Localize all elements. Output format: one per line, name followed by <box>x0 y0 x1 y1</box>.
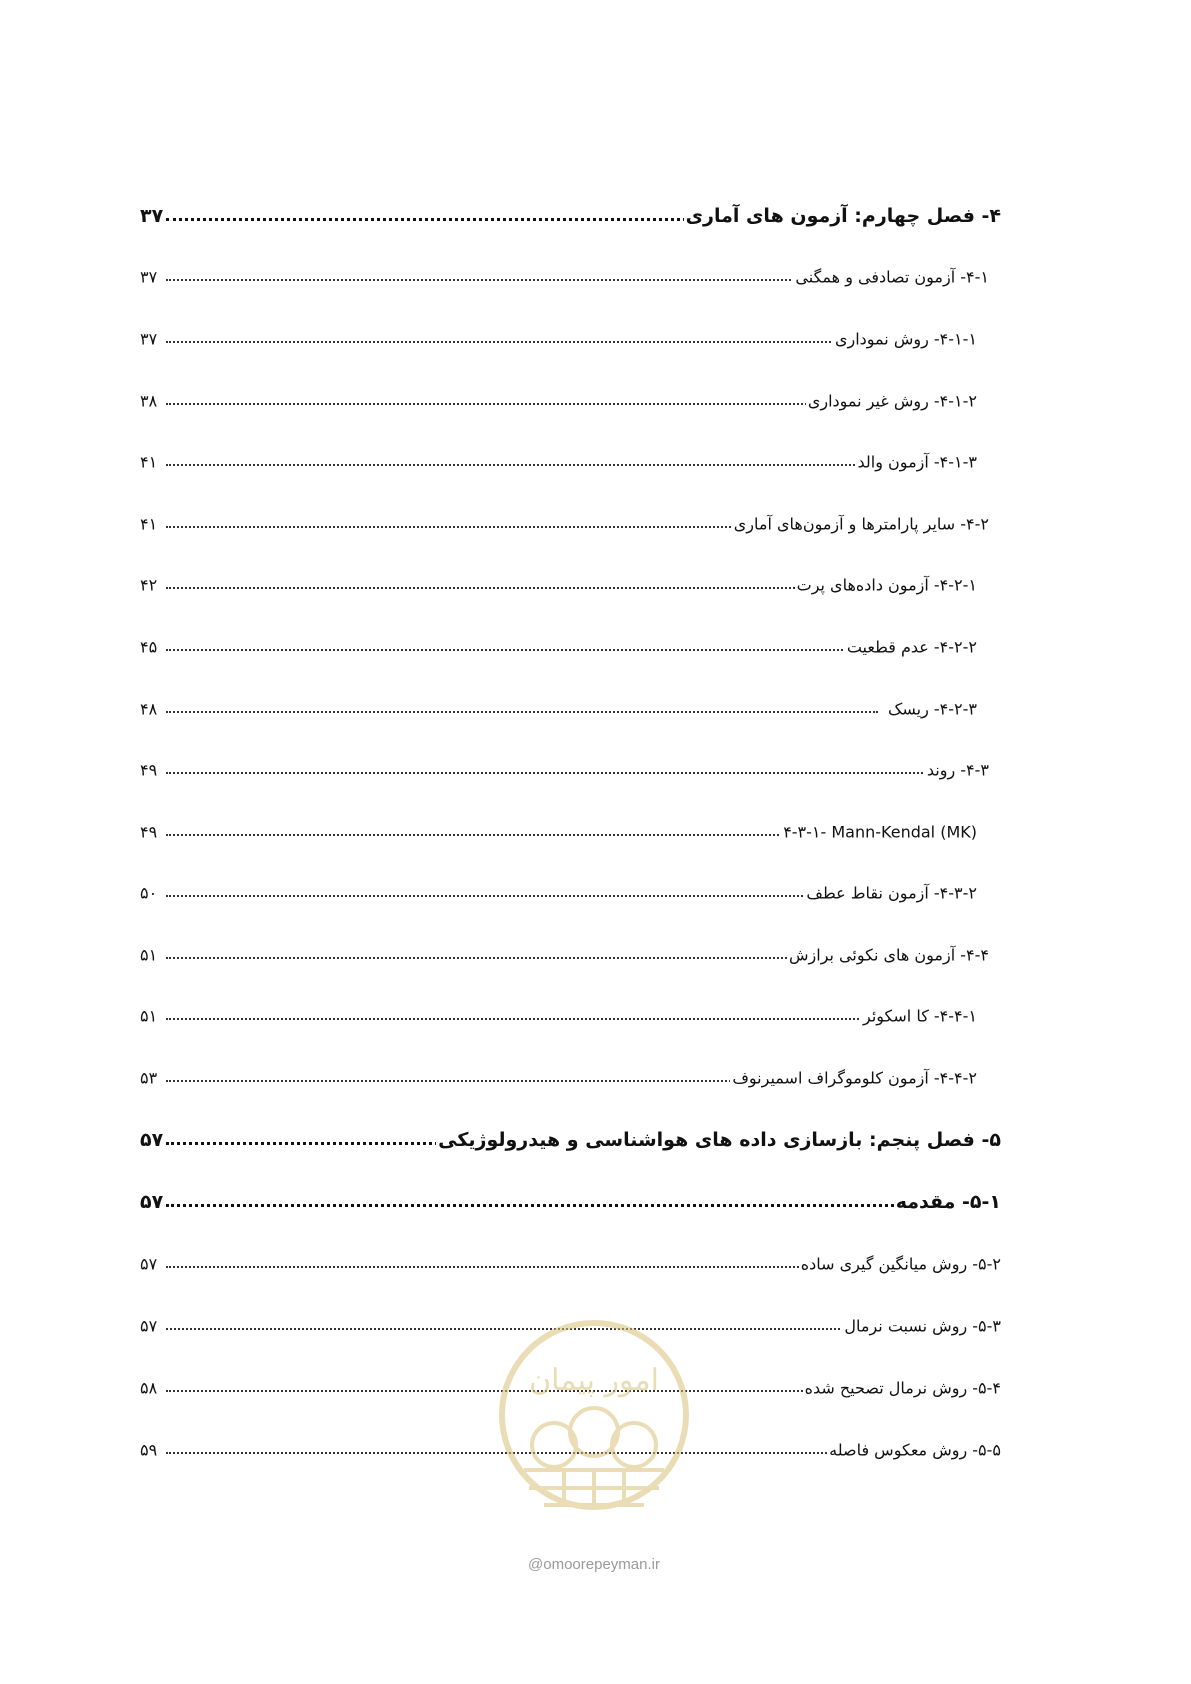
dot-leader <box>166 1204 966 1207</box>
dot-leader <box>166 834 878 836</box>
toc-entry[interactable] <box>0 257 1191 297</box>
dot-leader <box>166 772 966 774</box>
toc-entry-title: ۴-۳-۱- Mann-Kendal (MK) <box>783 822 977 842</box>
watermark-logo-icon <box>484 1320 704 1550</box>
toc-entry-title: ۴-۲-۱- آزمون داده‌های پرت <box>796 575 977 595</box>
dot-leader <box>166 957 866 959</box>
toc-entry[interactable] <box>0 1120 1191 1160</box>
toc-entry-title: ۴-۴- آزمون های نکوئی برازش <box>788 945 989 965</box>
watermark-text: @omoorepeyman.ir <box>528 1556 660 1573</box>
toc-entry[interactable] <box>0 689 1191 729</box>
toc-entry-page: ۴۸ <box>140 699 158 719</box>
toc-entry-page: ۳۷ <box>140 267 158 287</box>
toc-entry-title: ۴-۲-۲- عدم قطعیت <box>846 637 977 657</box>
toc-entry-title: ۴-۴-۲- آزمون کلوموگراف اسمیرنوف <box>732 1068 977 1088</box>
dot-leader <box>166 526 766 528</box>
toc-entry[interactable] <box>0 996 1191 1036</box>
toc-entry[interactable] <box>0 442 1191 482</box>
toc-entry-title: ۴-۱-۳- آزمون والد <box>857 452 977 472</box>
dot-leader <box>166 895 878 897</box>
toc-entry-page: ۴۱ <box>140 514 158 534</box>
toc-entry-title: ۴-۱-۲- روش غیر نموداری <box>807 391 977 411</box>
toc-entry[interactable] <box>0 319 1191 359</box>
toc-entry-title: ۵-۴- روش نرمال تصحیح شده <box>804 1378 1001 1398</box>
toc-entry-title: ۵- فصل پنجم: بازسازی داده های هواشناسی و هیدرولوژیکی <box>438 1129 1001 1151</box>
watermark <box>484 1320 704 1573</box>
toc-entry[interactable] <box>0 381 1191 421</box>
toc-entry-title: ۵-۲- روش میانگین گیری ساده <box>800 1254 1001 1274</box>
toc-entry[interactable] <box>0 627 1191 667</box>
toc-entry-title: ۴-۴-۱- کا اسکوئر <box>863 1006 977 1026</box>
toc-entry[interactable] <box>0 812 1191 852</box>
toc-entry-page: ۵۱ <box>140 1006 158 1026</box>
dot-leader <box>166 279 826 281</box>
toc-entry[interactable] <box>0 196 1191 236</box>
toc-entry-title: ۴-۱-۱- روش نموداری <box>834 329 977 349</box>
toc-entry[interactable] <box>0 750 1191 790</box>
toc-entry-page: ۵۹ <box>140 1440 158 1460</box>
dot-leader <box>166 649 878 651</box>
dot-leader <box>166 218 746 221</box>
toc-entry-page: ۳۷ <box>140 329 158 349</box>
toc-entry[interactable] <box>0 565 1191 605</box>
dot-leader <box>166 403 878 405</box>
toc-entry-page: ۵۸ <box>140 1378 158 1398</box>
toc-entry-title: ۴-۲- سایر پارامترها و آزمون‌های آماری <box>733 514 989 534</box>
toc-entry-title: ۴-۲-۳- ریسک <box>888 699 977 719</box>
toc-entry-page: ۵۷ <box>140 1129 164 1151</box>
toc-entry-page: ۴۹ <box>140 822 158 842</box>
toc-entry[interactable] <box>0 1182 1191 1222</box>
toc-entry-page: ۵۷ <box>140 1316 158 1336</box>
toc-entry-title: ۴- فصل چهارم: آزمون های آماری <box>685 205 1001 227</box>
dot-leader <box>166 1018 878 1020</box>
toc-entry-page: ۵۷ <box>140 1254 158 1274</box>
toc-entry-page: ۴۲ <box>140 575 158 595</box>
toc-entry[interactable] <box>0 1058 1191 1098</box>
toc-entry[interactable] <box>0 504 1191 544</box>
toc-entry-title: ۴-۳- روند <box>926 760 989 780</box>
toc-entry-title: ۴-۱- آزمون تصادفی و همگنی <box>795 267 989 287</box>
toc-entry-title: ۵-۵- روش معکوس فاصله <box>829 1440 1001 1460</box>
toc-entry-page: ۳۸ <box>140 391 158 411</box>
toc-entry-page: ۴۹ <box>140 760 158 780</box>
dot-leader <box>166 1266 846 1268</box>
toc-entry-page: ۵۷ <box>140 1191 164 1213</box>
dot-leader <box>166 587 878 589</box>
toc-entry[interactable] <box>0 873 1191 913</box>
dot-leader <box>166 341 878 343</box>
toc-entry-title: ۵-۳- روش نسبت نرمال <box>844 1316 1001 1336</box>
toc-entry[interactable] <box>0 1244 1191 1284</box>
toc-entry-page: ۳۷ <box>140 205 164 227</box>
toc-entry-page: ۵۱ <box>140 945 158 965</box>
toc-entry-page: ۴۱ <box>140 452 158 472</box>
toc-entry-page: ۴۵ <box>140 637 158 657</box>
toc-entry-title: ۵-۱- مقدمه <box>895 1191 1001 1213</box>
svg-text:امور پیمان: امور پیمان <box>529 1363 659 1398</box>
toc-entry-page: ۵۰ <box>140 883 158 903</box>
dot-leader <box>166 711 878 713</box>
toc-entry-title: ۴-۳-۲- آزمون نقاط عطف <box>806 883 977 903</box>
toc-entry[interactable] <box>0 935 1191 975</box>
toc-entry-page: ۵۳ <box>140 1068 158 1088</box>
dot-leader <box>166 464 878 466</box>
